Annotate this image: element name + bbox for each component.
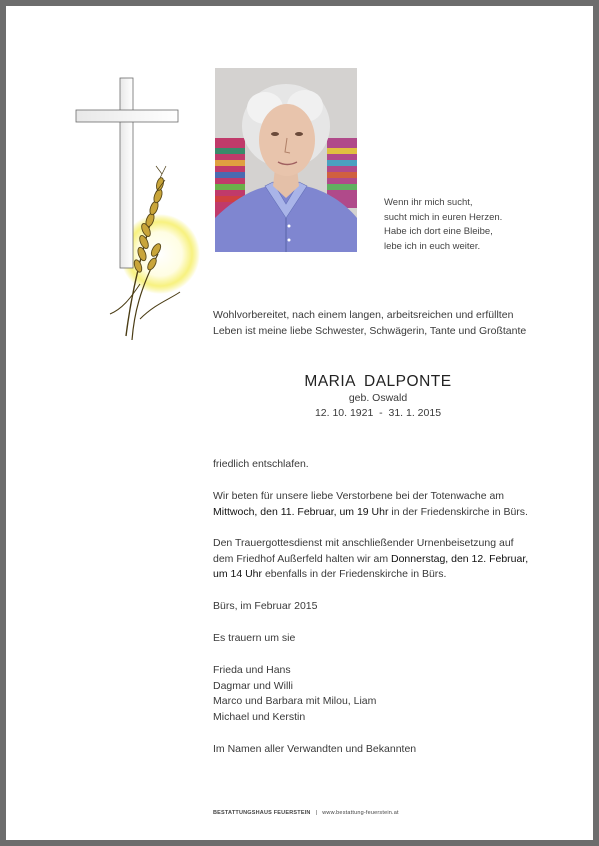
- wake-line: [213, 505, 553, 521]
- funeral-time: um 14 Uhr: [213, 568, 263, 580]
- mourners-list: [213, 663, 553, 725]
- portrait-photo: [215, 68, 357, 252]
- mourners-intro: Es trauern um sie: [213, 632, 296, 644]
- deceased-first-name: MARIA: [304, 373, 357, 390]
- footer-separator: |: [315, 810, 318, 816]
- cross-wheat-illustration: [70, 74, 220, 346]
- place-date: Bürs, im Februar 2015: [213, 600, 318, 612]
- intro-text: [213, 308, 553, 339]
- birth-name: geb. Oswald: [348, 392, 408, 404]
- funeral-line: [213, 552, 553, 568]
- funeral-location: ebenfalls in der Friedenskirche in Bürs.: [262, 568, 447, 580]
- intro-line: Leben ist meine liebe Schwester, Schwägerin, Tante und Großtante: [213, 324, 527, 337]
- deceased-info: [213, 373, 543, 421]
- deceased-last-name: DALPONTE: [364, 373, 452, 390]
- closing-text: Im Namen aller Verwandten und Bekannten: [213, 743, 417, 755]
- intro-line: Wohlvorbereitet, nach einem langen, arbeitsreichen und erfüllten: [213, 309, 514, 321]
- funeral-line: Den Trauergottesdienst mit anschließender Urnenbeisetzung auf: [213, 537, 514, 549]
- poem-line: sucht mich in euren Herzen.: [384, 211, 503, 223]
- wake-text: [213, 489, 553, 520]
- wake-date-time: Mittwoch, den 11. Februar, um 19 Uhr: [213, 505, 389, 518]
- footer-website-link[interactable]: www.bestattung-feuerstein.at: [322, 810, 399, 816]
- wake-line: Wir beten für unsere liebe Verstorbene bei der Totenwache am: [213, 490, 505, 502]
- poem-line: Habe ich dort eine Bleibe,: [384, 226, 493, 237]
- funeral-text: [213, 536, 553, 583]
- funeral-date: Donnerstag, den 12. Februar,: [391, 552, 529, 565]
- poem-line: lebe ich in euch weiter.: [384, 240, 481, 252]
- funeral-line: [213, 567, 553, 583]
- deceased-name: [213, 373, 543, 391]
- mourner-entry: Michael und Kerstin: [213, 710, 306, 723]
- funeral-cemetery: dem Friedhof Außerfeld halten wir am: [213, 552, 391, 565]
- passing-text: friedlich entschlafen.: [213, 458, 309, 470]
- poem: [384, 196, 502, 254]
- footer-company: BESTATTUNGSHAUS FEUERSTEIN: [213, 810, 311, 816]
- wake-location: in der Friedenskirche in Bürs.: [388, 505, 528, 518]
- mourner-entry: Frieda und Hans: [213, 664, 291, 676]
- mourner-entry: Dagmar und Willi: [213, 679, 293, 692]
- mourner-entry: Marco und Barbara mit Milou, Liam: [213, 695, 377, 707]
- poem-line: Wenn ihr mich sucht,: [384, 197, 473, 208]
- life-dates: 12. 10. 1921 - 31. 1. 2015: [314, 407, 442, 419]
- footer: [213, 810, 399, 816]
